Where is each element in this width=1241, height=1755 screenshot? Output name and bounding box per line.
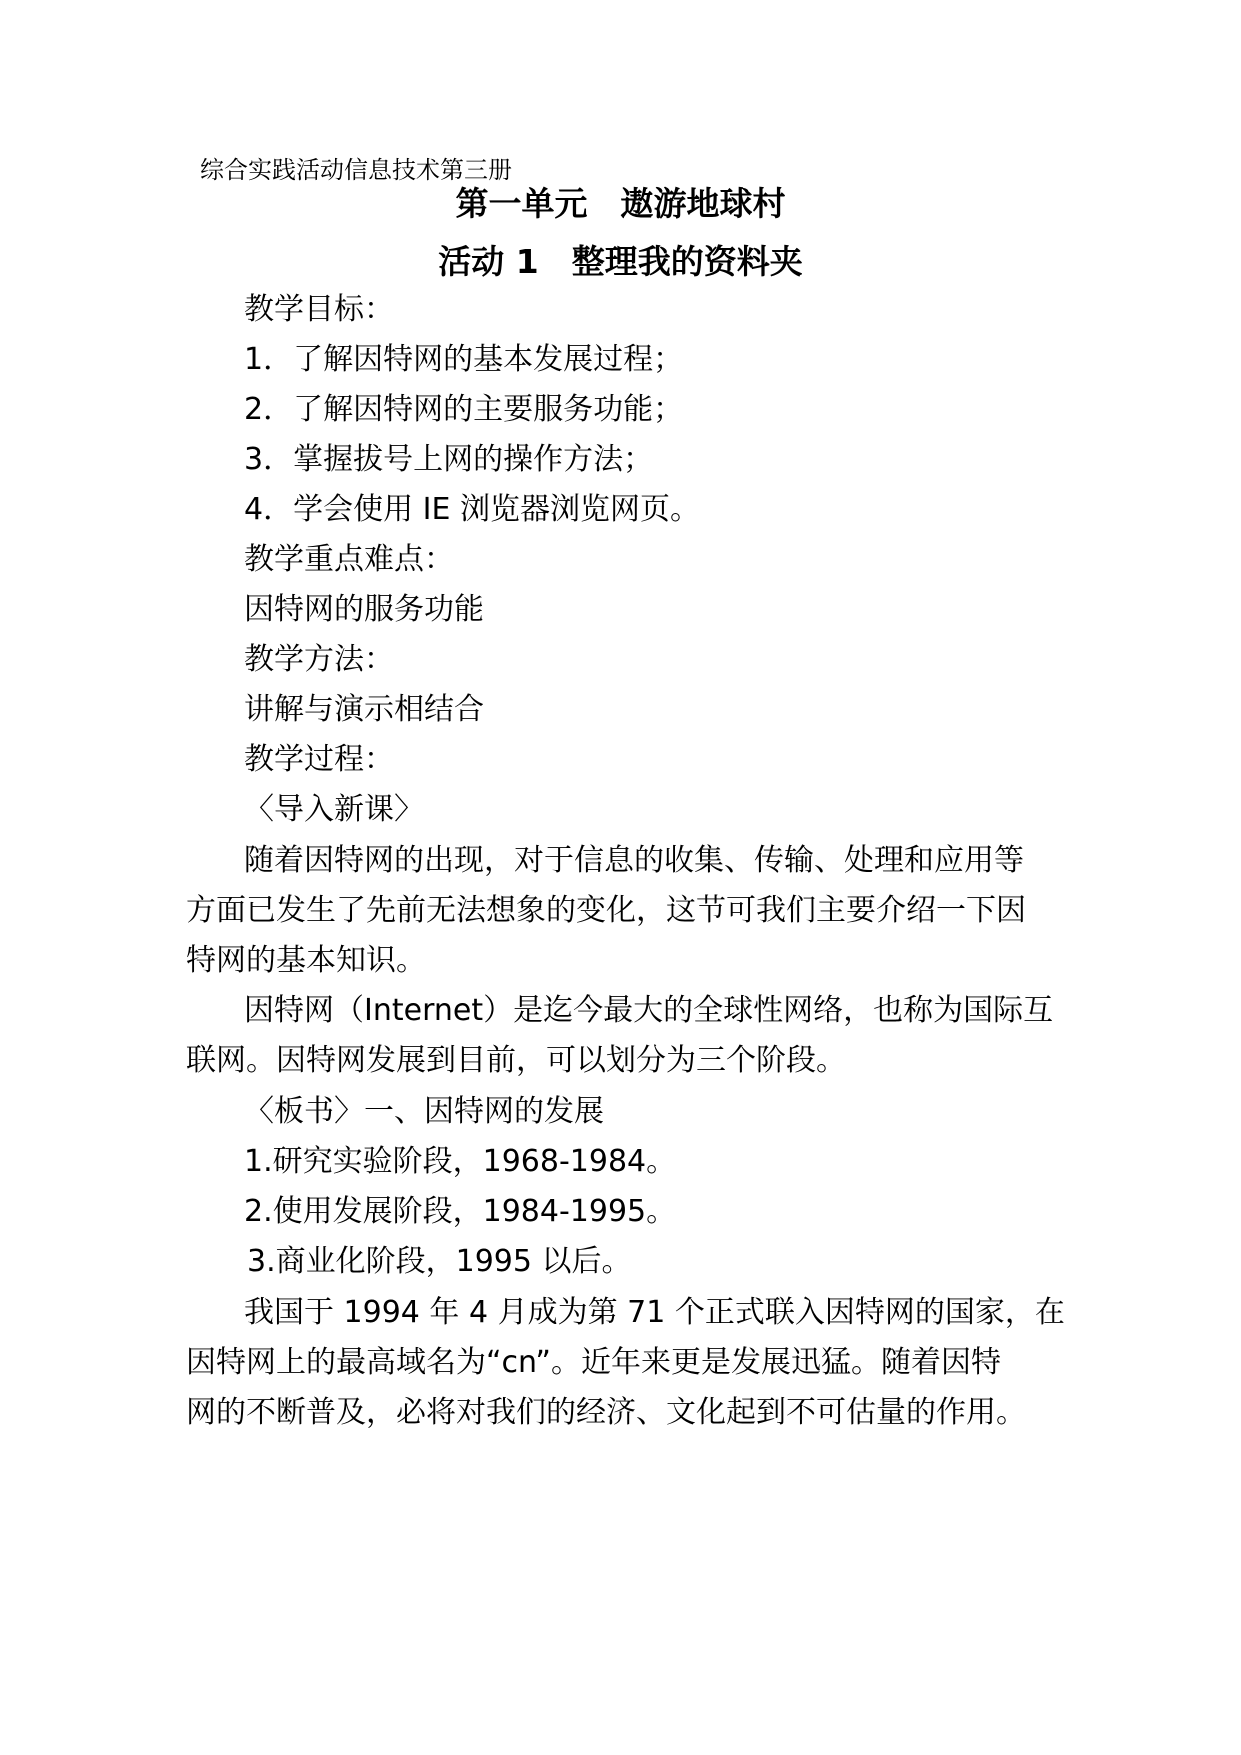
goal-item: 4．学会使用 IE 浏览器浏览网页。: [244, 492, 700, 527]
goal-item: 3．掌握拔号上网的操作方法；: [244, 442, 654, 477]
running-header: 综合实践活动信息技术第三册: [200, 156, 512, 184]
method-heading: 教学方法：: [244, 642, 394, 677]
paragraph-line: 因特网上的最高域名为“cn”。近年来更是发展迅猛。随着因特: [186, 1345, 1001, 1380]
paragraph-line: 因特网（Internet）是迄今最大的全球性网络，也称为国际互: [244, 993, 1054, 1028]
paragraph-line: 特网的基本知识。: [186, 943, 426, 978]
stage-item: 2.使用发展阶段，1984-1995。: [244, 1194, 677, 1229]
paragraph-line: 我国于 1994 年 4 月成为第 71 个正式联入因特网的国家，在: [244, 1295, 1065, 1330]
key-points-text: 因特网的服务功能: [244, 592, 484, 627]
stage-item: 3.商业化阶段，1995 以后。: [247, 1244, 632, 1279]
activity-title: 活动 1 整理我的资料夹: [438, 242, 803, 281]
paragraph-line: 网的不断普及，必将对我们的经济、文化起到不可估量的作用。: [186, 1395, 1026, 1430]
paragraph-line: 方面已发生了先前无法想象的变化，这节可我们主要介绍一下因: [186, 893, 1026, 928]
process-heading: 教学过程：: [244, 742, 394, 777]
method-text: 讲解与演示相结合: [244, 692, 484, 727]
stage-item: 1.研究实验阶段，1968-1984。: [244, 1144, 677, 1179]
intro-tag: 〈导入新课〉: [244, 792, 424, 827]
goal-item: 2．了解因特网的主要服务功能；: [244, 392, 684, 427]
goals-heading: 教学目标：: [244, 292, 394, 327]
goal-item: 1．了解因特网的基本发展过程；: [244, 342, 684, 377]
board-heading: 〈板书〉一、因特网的发展: [244, 1094, 604, 1129]
paragraph-line: 随着因特网的出现，对于信息的收集、传输、处理和应用等: [244, 843, 1024, 878]
key-points-heading: 教学重点难点：: [244, 542, 454, 577]
unit-title: 第一单元 遨游地球村: [455, 184, 786, 223]
paragraph-line: 联网。因特网发展到目前，可以划分为三个阶段。: [186, 1043, 846, 1078]
